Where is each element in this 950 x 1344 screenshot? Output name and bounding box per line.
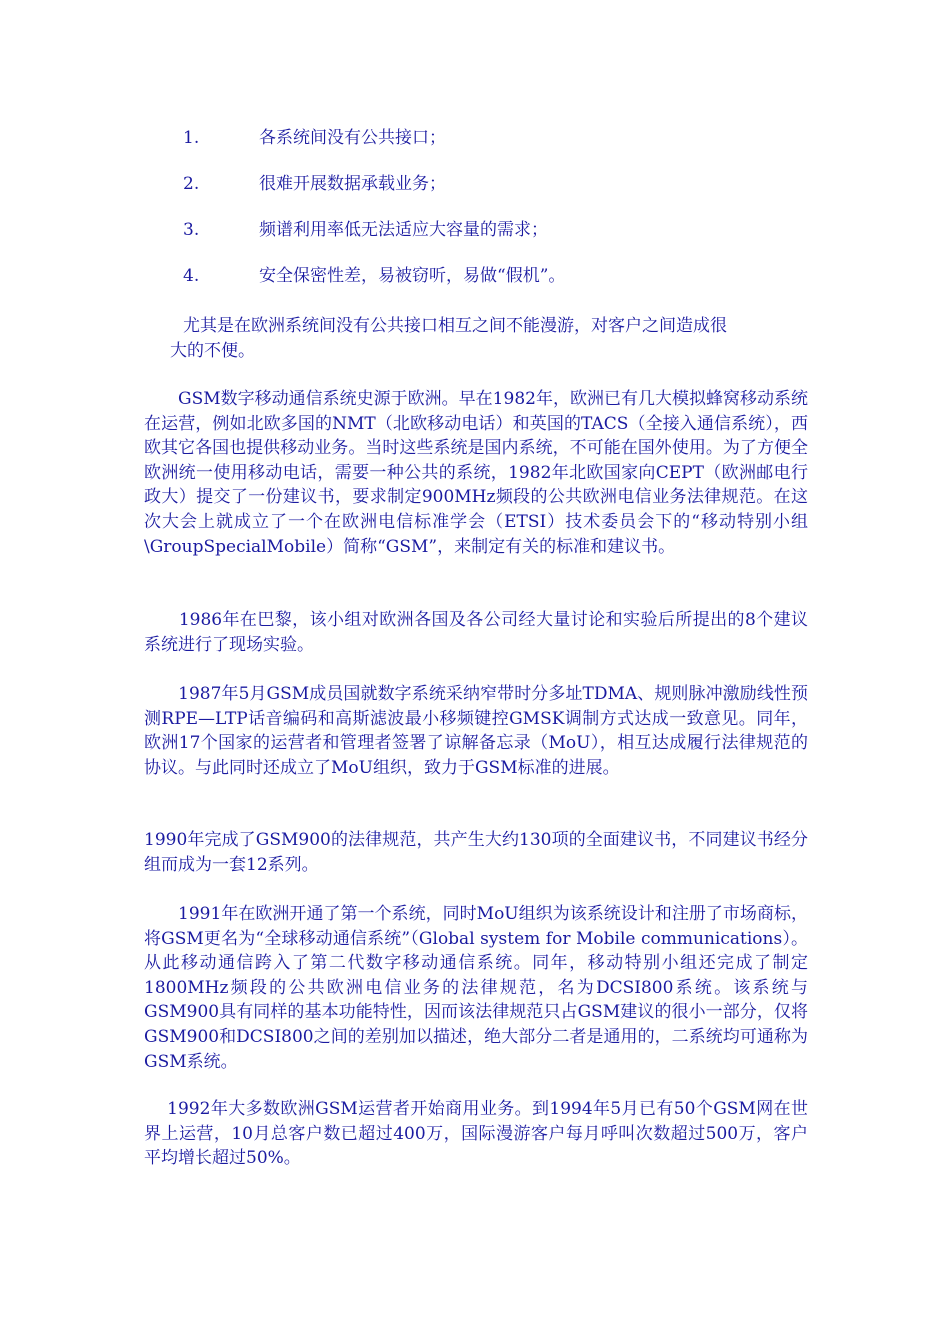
list-item-number: 4.	[183, 266, 200, 286]
list-item	[183, 126, 823, 172]
list-item-text: 安全保密性差，易被窃听，易做“假机”。	[259, 266, 566, 286]
list-item-number: 3.	[183, 220, 200, 240]
paragraph-1986: 1986年在巴黎，该小组对欧洲各国及各公司经大量讨论和实验后所提出的8个建议系统进行了现场实验。	[144, 610, 808, 655]
list-item-text: 很难开展数据承载业务；	[259, 174, 446, 194]
list-item	[183, 172, 823, 218]
list-item-number: 2.	[183, 174, 200, 194]
numbered-list	[183, 126, 823, 310]
list-item	[183, 218, 823, 264]
list-item-text: 各系统间没有公共接口；	[259, 128, 446, 148]
paragraph-interface-issue	[170, 314, 809, 363]
paragraph-line: 尤其是在欧洲系统间没有公共接口相互之间不能漫游，对客户之间造成很	[183, 316, 727, 336]
list-item	[183, 264, 823, 310]
paragraph-1990: 1990年完成了GSM900的法律规范，共产生大约130项的全面建议书，不同建议书经分组而成为一套12系列。	[144, 830, 808, 875]
paragraph-1992: 1992年大多数欧洲GSM运营者开始商用业务。到1994年5月已有50个GSM网在世界上运营，10月总客户数已超过400万，国际漫游客户每月呼叫次数超过500万，客户平均增长超过50%。	[144, 1099, 808, 1169]
paragraph-1987: 1987年5月GSM成员国就数字系统采纳窄带时分多址TDMA、规则脉冲激励线性预测RPE—LTP话音编码和高斯滤波最小移频键控GMSK调制方式达成一致意见。同年，欧洲17个国家的运营者和管理者签署了谅解备忘录（MoU），相互达成履行法律规范的协议。与此同时还成立了MoU组织，致力于GSM标准的进展。	[144, 684, 808, 778]
paragraph-gsm-origin: GSM数字移动通信系统史源于欧洲。早在1982年，欧洲已有几大模拟蜂窝移动系统在运营，例如北欧多国的NMT（北欧移动电话）和英国的TACS（全接入通信系统），西欧其它各国也提供移动业务。当时这些系统是国内系统，不可能在国外使用。为了方便全欧洲统一使用移动电话，需要一种公共的系统，1982年北欧国家向CEPT（欧洲邮电行政大）提交了一份建议书，要求制定900MHz频段的公共欧洲电信业务法律规范。在这次大会上就成立了一个在欧洲电信标准学会（ETSI）技术委员会下的“移动特别小组\GroupSpecialMobile）简称“GSM”，来制定有关的标准和建议书。	[144, 389, 808, 557]
list-item-number: 1.	[183, 128, 200, 148]
paragraph-1991: 1991年在欧洲开通了第一个系统，同时MoU组织为该系统设计和注册了市场商标，将GSM更名为“全球移动通信系统”（Global system for Mobile communications）。从此移动通信跨入了第二代数字移动通信系统。同年，移动特别小组还完成了制定1800MHz频段的公共欧洲电信业务的法律规范，名为DCSI800系统。该系统与 GSM900具有同样的基本功能特性，因而该法律规范只占GSM建议的很小一部分，仅将GSM900和DCSI800之间的差别加以描述，绝大部分二者是通用的，二系统均可通称为GSM系统。	[144, 904, 842, 1072]
paragraph-line: 大的不便。	[170, 340, 255, 361]
list-item-text: 频谱利用率低无法适应大容量的需求；	[259, 220, 548, 240]
